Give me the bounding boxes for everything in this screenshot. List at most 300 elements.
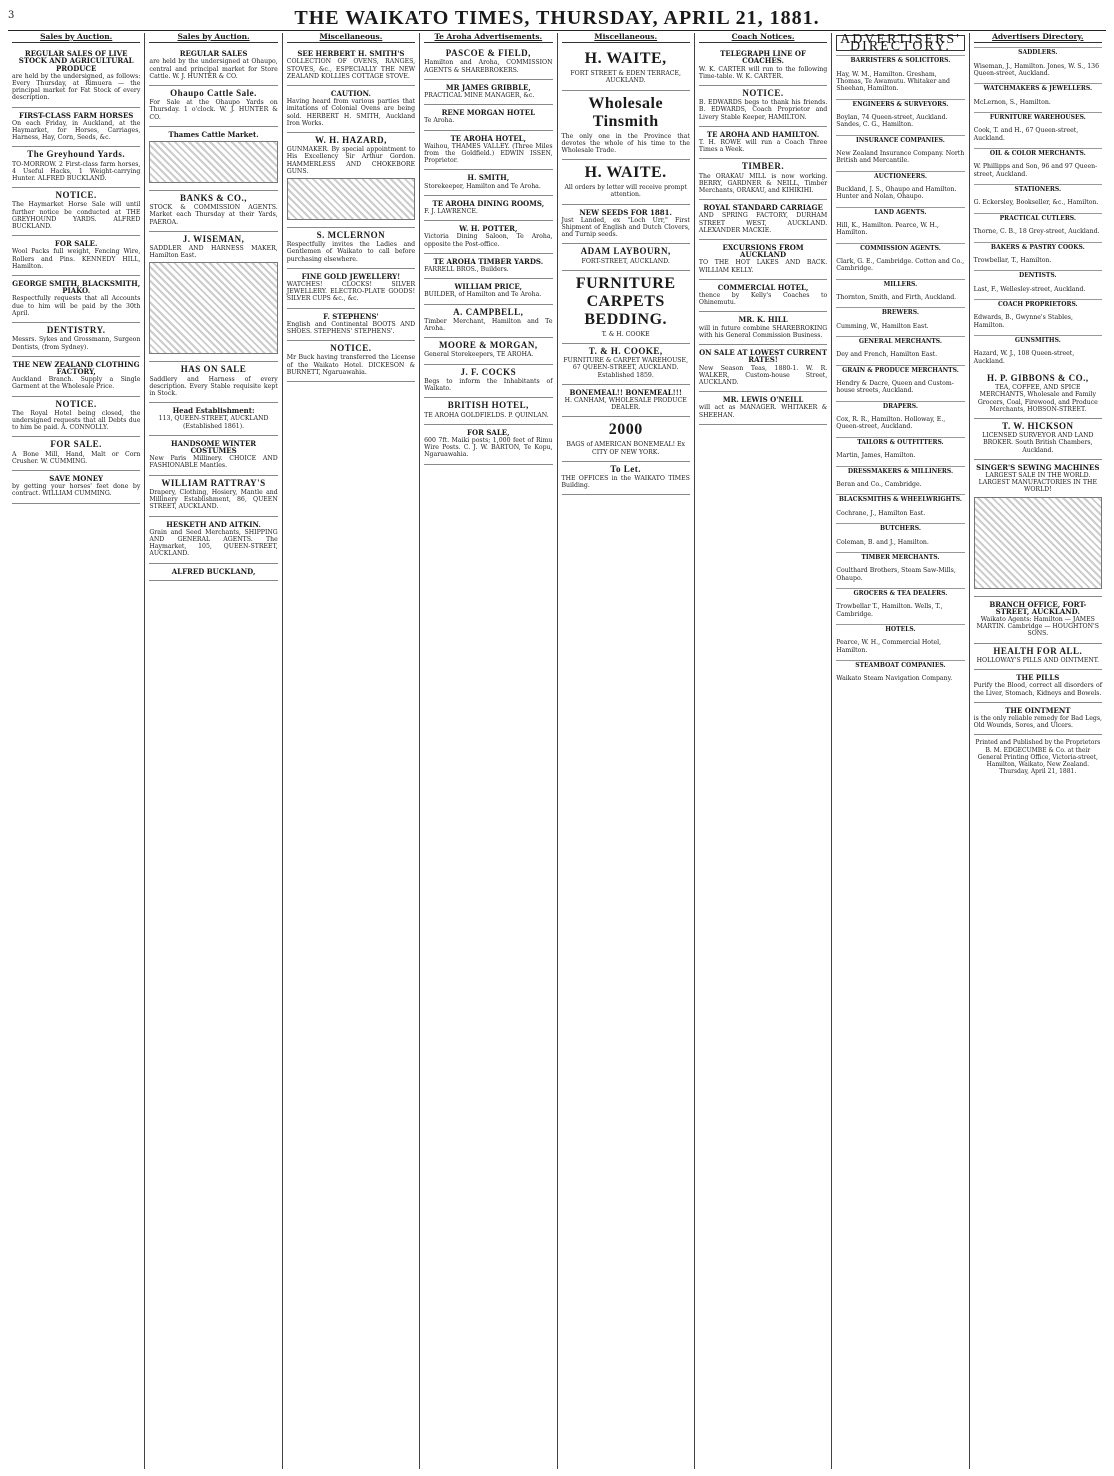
- advertisement: [424, 46, 552, 80]
- ad-title: MR. K. HILL: [738, 315, 788, 325]
- ad-body: SADDLER AND HARNESS MAKER, Hamilton East.: [149, 245, 278, 260]
- ad-body: TO-MORROW. 2 First-class farm horses, 4 Useful Hacks, 1 Weight-carrying Hunter. ALFRED BUCKLAND.: [12, 160, 141, 183]
- ad-title: HESKETH AND AITKIN.: [166, 519, 261, 529]
- advertisement: [12, 147, 140, 188]
- category-entries: Trowbellar, T., Hamilton.: [973, 256, 1052, 264]
- page-number: 3: [8, 10, 15, 21]
- ad-body: HOLLOWAY'S PILLS AND OINTMENT.: [976, 656, 1099, 664]
- ad-body: Auckland Branch. Supply a Single Garment at the Wholesale Price.: [12, 376, 141, 391]
- ad-title: COMMERCIAL HOTEL,: [717, 282, 809, 292]
- directory-category: [974, 299, 1102, 329]
- column-te-aroha: [420, 33, 557, 1469]
- category-entries: Edwards, B., Gwynne's Stables, Hamilton.: [973, 314, 1073, 329]
- column-coach-notices: [695, 33, 832, 1469]
- directory-category: [836, 207, 964, 237]
- ad-body: Waikato Agents: Hamilton — JAMES MARTIN. Cambridge — HOUGHTON'S SONS.: [976, 616, 1099, 638]
- advertisement: [12, 357, 140, 397]
- advertisement: [424, 170, 552, 195]
- ad-body: by getting your horses' feet done by contract. WILLIAM CUMMING.: [12, 483, 141, 498]
- ad-body: Te Aroha.: [424, 117, 455, 125]
- category-entries: Thorne, C. B., 18 Grey-street, Auckland.: [973, 228, 1100, 236]
- advertisement: [149, 86, 277, 127]
- advertisement: [287, 309, 415, 342]
- ad-body: Purify the Blood, correct all disorders of the Liver, Stomach, Kidneys and Bowels.: [973, 682, 1102, 697]
- directory-category: [974, 213, 1102, 236]
- advertisement: [12, 323, 140, 357]
- category-title: PRACTICAL CUTLERS.: [974, 213, 1102, 222]
- directory-category: [836, 307, 964, 330]
- advertisement: [12, 46, 140, 107]
- advertisement: [562, 205, 690, 245]
- category-title: SADDLERS.: [974, 47, 1102, 56]
- advertisement: [424, 279, 552, 304]
- directory-category: [836, 552, 964, 582]
- advertisement: [424, 254, 552, 279]
- category-title: COMMISSION AGENTS.: [836, 243, 964, 252]
- ad-body: GUNMAKER. By special appointment to His Excellency Sir Arthur Gordon. HAMMERLESS AND CHOKEBORE GUNS.: [286, 146, 416, 175]
- ad-title: Head Establishment:: [172, 406, 255, 416]
- ad-title: T. W. HICKSON: [1002, 421, 1074, 432]
- ad-body: A Bone Mill, Hand, Malt or Corn Crusher. W. CUMMING.: [12, 450, 141, 465]
- directory-category: [836, 336, 964, 359]
- ad-body: Storekeeper, Hamilton and Te Aroha.: [424, 182, 541, 190]
- category-entries: Coleman, B. and J., Hamilton.: [836, 538, 929, 546]
- category-title: TAILORS & OUTFITTERS.: [836, 437, 964, 446]
- ad-title: PASCOE & FIELD,: [445, 48, 531, 59]
- directory-category: [836, 466, 964, 489]
- ad-title: The Greyhound Yards.: [27, 149, 126, 160]
- advertisement: [12, 397, 140, 438]
- ad-title: REGULAR SALES OF LIVE STOCK AND AGRICULTURAL PRODUCE: [18, 49, 134, 73]
- advertisement: [424, 196, 552, 221]
- column-heading: Sales by Auction.: [12, 33, 140, 43]
- advertisement: [562, 344, 690, 385]
- ad-body: W. K. CARTER will run to the following Time-table. W. K. CARTER.: [698, 65, 828, 80]
- category-entries: Trowbellar T., Hamilton. Wells, T., Cambridge.: [836, 603, 943, 618]
- ad-body: THE OFFICES in the WAIKATO TIMES Building.: [561, 475, 690, 490]
- category-entries: Wiseman, J., Hamilton. Jones, W. S., 136 Queen-street, Auckland.: [973, 62, 1100, 77]
- ad-title: TELEGRAPH LINE OF COACHES.: [720, 49, 806, 66]
- ad-body: New Season Teas, 1880-1. W. R. WALKER, Custom-house Street, AUCKLAND.: [698, 364, 828, 386]
- category-title: BUTCHERS.: [836, 523, 964, 532]
- category-title: INSURANCE COMPANIES.: [836, 135, 964, 144]
- ad-title: TE AROHA AND HAMILTON.: [706, 129, 820, 139]
- advertisement: [699, 345, 827, 392]
- advertisement: [974, 703, 1102, 736]
- ad-title: SAVE MONEY: [49, 473, 104, 483]
- category-entries: Clark, G. E., Cambridge. Cotton and Co., Cambridge.: [836, 257, 965, 273]
- advertisement: [149, 564, 277, 581]
- advertisement: [12, 108, 140, 148]
- ad-body: All orders by letter will receive prompt attention.: [564, 184, 687, 199]
- ad-title: ON SALE AT LOWEST CURRENT RATES!: [699, 348, 828, 365]
- ad-title: Thames Cattle Market.: [168, 129, 259, 139]
- ad-body: T. H. ROWE will run a Coach Three Times a Week.: [698, 139, 828, 154]
- advertisement: [974, 597, 1102, 644]
- ad-body: LARGEST SALE IN THE WORLD. LARGEST MANUFACTORIES IN THE WORLD!: [978, 472, 1097, 494]
- directory-category: [974, 242, 1102, 265]
- ad-body: T. & H. COOKE: [601, 330, 650, 338]
- advertisement: [699, 127, 827, 160]
- ad-title: HANDSOME WINTER COSTUMES: [171, 438, 257, 456]
- advertisement: [562, 271, 690, 344]
- ad-body: New Paris Millinery. CHOICE AND FASHIONABLE Mantles.: [149, 455, 278, 470]
- advertisement: [12, 236, 140, 276]
- ad-title: DENTISTRY.: [46, 325, 106, 336]
- category-title: MILLERS.: [836, 279, 964, 288]
- advertisement: [424, 338, 552, 364]
- ad-title: RENE MORGAN HOTEL: [441, 108, 536, 118]
- advertisement: [149, 191, 277, 232]
- advertisement: [562, 462, 690, 496]
- ad-title: H. WAITE,: [584, 50, 667, 68]
- ad-title: MR JAMES GRIBBLE,: [445, 82, 531, 92]
- advertisement: [287, 46, 415, 86]
- masthead: [8, 6, 1106, 31]
- advertisement: [424, 365, 552, 399]
- advertisement: [562, 244, 690, 270]
- ad-body: TO THE HOT LAKES AND BACK. WILLIAM KELLY.: [698, 259, 828, 274]
- advertisement: [424, 425, 552, 465]
- advertisement: [149, 403, 277, 436]
- category-entries: Pearce, W. H., Commercial Hotel, Hamilton.: [836, 639, 942, 654]
- category-entries: Thornton, Smith, and Firth, Auckland.: [836, 293, 957, 301]
- ad-title: NOTICE.: [55, 190, 97, 201]
- column-advertisers-directory-2: [970, 33, 1106, 1469]
- ad-title: THE NEW ZEALAND CLOTHING FACTORY,: [12, 359, 140, 376]
- column-heading: Coach Notices.: [699, 33, 827, 43]
- category-entries: Dey and French, Hamilton East.: [836, 351, 938, 359]
- advertisement: [149, 517, 277, 564]
- ad-title: HEALTH FOR ALL.: [993, 645, 1083, 656]
- ad-body: Victoria Dining Saloon, Te Aroha, opposite the Post-office.: [424, 233, 553, 248]
- ad-body: Hamilton and Aroha, COMMISSION AGENTS & SHAREBROKERS.: [424, 59, 553, 74]
- ad-body: Just Landed, ex "Loch Urr," First Shipment of English and Dutch Clovers, and Turnip seeds.: [561, 216, 690, 239]
- ad-title: NEW SEEDS FOR 1881.: [579, 207, 672, 217]
- category-title: BREWERS.: [836, 307, 964, 316]
- advertisement: [424, 221, 552, 254]
- column-heading: Miscellaneous.: [562, 33, 690, 43]
- ad-title: HAS ON SALE: [180, 364, 247, 375]
- advertisement: [149, 46, 277, 86]
- ad-body: is the only reliable remedy for Bad Legs, Old Wounds, Sores, and Ulcers.: [973, 714, 1102, 730]
- ad-body: Timber Merchant, Hamilton and Te Aroha.: [424, 317, 553, 333]
- category-title: GRAIN & PRODUCE MERCHANTS.: [836, 365, 964, 374]
- category-entries: Cox, R. R., Hamilton. Holloway, E., Queen-street, Auckland.: [836, 416, 946, 431]
- ad-title: SEE HERBERT H. SMITH'S: [297, 49, 405, 59]
- category-title: BLACKSMITHS & WHEELWRIGHTS.: [836, 494, 964, 503]
- ad-title: TIMBER.: [741, 161, 785, 172]
- newspaper-title: THE WAIKATO TIMES, THURSDAY, APRIL 21, 1881.: [294, 6, 820, 29]
- directory-category: [836, 494, 964, 517]
- column-heading: Te Aroha Advertisements.: [424, 33, 552, 43]
- ad-title: TE AROHA HOTEL,: [450, 133, 527, 143]
- category-title: WATCHMAKERS & JEWELLERS.: [974, 83, 1102, 92]
- ad-title: BRITISH HOTEL,: [447, 400, 529, 411]
- column-heading: Miscellaneous.: [287, 33, 415, 43]
- ad-body: Grain and Seed Merchants, SHIPPING AND GENERAL AGENTS. The Haymarket, 105, QUEEN-STREET, AUCKLAND.: [149, 528, 278, 558]
- advertisement: [287, 86, 415, 133]
- ad-body: For Sale at the Ohaupo Yards on Thursday. 1 o'clock. W. J. HUNTER & CO.: [149, 99, 278, 121]
- ad-body: Begs to inform the Inhabitants of Waikato.: [424, 377, 553, 393]
- ad-body: Drapery, Clothing, Hosiery, Mantle and Millinery Establishment, 86, QUEEN STREET, AUCKLAND.: [149, 488, 278, 511]
- category-title: AUCTIONEERS.: [836, 171, 964, 180]
- ad-body: The Haymarket Horse Sale will until further notice be conducted at THE GREYHOUND YARDS. ALFRED BUCKLAND.: [12, 201, 141, 231]
- ad-title: 2000: [608, 421, 643, 439]
- directory-category: [974, 184, 1102, 207]
- ad-title: BANKS & CO.,: [180, 193, 248, 204]
- directory-heading: ADVERTISERS' DIRECTORY.: [836, 35, 964, 51]
- advertisement: [149, 127, 277, 191]
- directory-category: [836, 365, 964, 395]
- advertisement: [424, 80, 552, 105]
- category-entries: New Zealand Insurance Company. North British and Mercantile.: [836, 149, 965, 165]
- category-entries: Last, F., Wellesley-street, Auckland.: [973, 285, 1086, 293]
- category-entries: Waikato Steam Navigation Company.: [836, 675, 953, 683]
- ad-title: NOTICE.: [55, 398, 97, 409]
- ad-title: J. F. COCKS: [460, 366, 517, 377]
- ad-title: WILLIAM PRICE,: [454, 282, 523, 292]
- category-entries: Coulthard Brothers, Steam Saw-Mills, Ohaupo.: [836, 567, 956, 582]
- ad-title: W. H. POTTER,: [459, 224, 518, 234]
- directory-category: [836, 243, 964, 273]
- directory-category: [974, 83, 1102, 106]
- ad-title: FURNITURE CARPETS BEDDING.: [575, 274, 676, 328]
- ad-body: FURNITURE & CARPET WAREHOUSE, 67 QUEEN-STREET, AUCKLAND. Established 1859.: [563, 357, 689, 379]
- ad-body: BAGS of AMERICAN BONEMEAL! Ex CITY OF NEW YORK.: [566, 441, 686, 456]
- ad-title: SINGER'S SEWING MACHINES: [976, 462, 1100, 472]
- category-title: GUNSMITHS.: [974, 335, 1102, 344]
- category-entries: Hendry & Dacre, Queen and Custom-house streets, Auckland.: [836, 380, 954, 395]
- advertisement: [12, 437, 140, 471]
- ad-title: THE OINTMENT: [1005, 705, 1071, 715]
- ad-body: 600 7ft. Maiki posts; 1,000 feet of Rimu Wire Posts. C. J. W. BARTON, Te Kopu, Ngaruawahia.: [424, 436, 553, 459]
- category-entries: Cochrane, J., Hamilton East.: [836, 509, 926, 517]
- advertisement: [699, 312, 827, 345]
- ad-title: REGULAR SALES: [179, 49, 248, 59]
- advertisement: [12, 188, 140, 236]
- column-sales-auction-2: [145, 33, 282, 1469]
- ad-body: Messrs. Sykes and Grossmann, Surgeon Dentists, (from Sydney).: [12, 336, 141, 351]
- ad-title: H. P. GIBBONS & CO.,: [986, 373, 1089, 384]
- ad-body: TEA, COFFEE, AND SPICE MERCHANTS, Wholesale and Family Grocers, Coal, Firewood, and Produce Merchants, HOBSON-STREET.: [977, 384, 1098, 413]
- directory-category: [836, 55, 964, 92]
- ad-title: TE AROHA TIMBER YARDS.: [433, 256, 544, 266]
- advertisement: [974, 644, 1102, 670]
- category-entries: Buckland, J. S., Ohaupo and Hamilton. Hunter and Nolan, Ohaupo.: [836, 185, 957, 201]
- ad-title: ALFRED BUCKLAND,: [171, 566, 256, 576]
- advertisement: [424, 305, 552, 339]
- directory-category: [836, 523, 964, 546]
- category-title: DRAPERS.: [836, 401, 964, 410]
- ad-title: NOTICE.: [330, 343, 372, 354]
- ad-title: CAUTION.: [330, 89, 371, 99]
- category-entries: Beran and Co., Cambridge.: [836, 481, 922, 488]
- ad-title: J. WISEMAN,: [182, 233, 245, 244]
- ad-body: F. J. LAWRENCE.: [424, 208, 478, 216]
- advertisement: [974, 419, 1102, 460]
- ad-body: General Storekeepers, TE AROHA.: [424, 351, 534, 359]
- ad-body: FARRELL BROS., Builders.: [424, 266, 509, 274]
- ad-title: FIRST-CLASS FARM HORSES: [19, 110, 134, 120]
- ad-title: WILLIAM RATTRAY'S: [161, 477, 266, 488]
- directory-category: [974, 270, 1102, 293]
- ad-body: TE AROHA GOLDFIELDS. P. QUINLAN.: [424, 411, 549, 419]
- ad-body: STOCK & COMMISSION AGENTS. Market each Thursday at their Yards, PAEROA.: [149, 204, 278, 226]
- ad-body: thence by Kelly's Coaches to Ohinemutu.: [698, 292, 828, 307]
- ad-body: The ORAKAU MILL is now working. BERRY, GARDNER & NEILL, Timber Merchants, ORAKAU, and KIHIKIHI.: [698, 172, 828, 195]
- advertisement: [562, 385, 690, 418]
- category-entries: Boylan, 74 Queen-street, Auckland. Sandes, C. G., Hamilton.: [836, 113, 948, 129]
- ad-body: COLLECTION OF OVENS, RANGES, STOVES, &c., ESPECIALLY THE NEW ZEALAND KOLLIES COTTAGE STOVE.: [286, 58, 416, 80]
- directory-category: [836, 660, 964, 683]
- advertisement: [562, 46, 690, 90]
- ad-body: BUILDER, of Hamilton and Te Aroha.: [424, 291, 542, 299]
- ad-title: MOORE & MORGAN,: [438, 340, 538, 351]
- category-entries: Martin, James, Hamilton.: [836, 452, 916, 460]
- advertisement: [287, 269, 415, 309]
- advertisement: [974, 371, 1102, 419]
- ad-body: Having heard from various parties that imitations of Colonial Ovens are being sold. HERBERT H. SMITH, Auckland Iron Works.: [286, 98, 416, 127]
- ad-title: S. MCLERNON: [316, 230, 386, 241]
- category-entries: W. Phillipps and Son, 96 and 97 Queen-street, Auckland.: [973, 163, 1098, 178]
- ad-title: H. WAITE.: [584, 164, 667, 182]
- advertisement: [12, 471, 140, 504]
- advertisement: [699, 280, 827, 313]
- ad-body: are held by the undersigned, as follows: Every Thursday, at Rimuera — the principal market for Fat Stock of every description.: [12, 72, 141, 102]
- advertisement: [699, 46, 827, 86]
- ad-title: THE PILLS: [1016, 673, 1060, 683]
- ad-title: T. & H. COOKE,: [588, 346, 663, 357]
- ad-body: AND SPRING FACTORY, DURHAM STREET WEST, AUCKLAND. ALEXANDER MACKIE.: [698, 212, 828, 234]
- advertisement: [699, 240, 827, 280]
- bull-illustration: [149, 141, 277, 183]
- ad-title: Wholesale Tinsmith: [588, 94, 664, 130]
- ad-title: BRANCH OFFICE, FORT-STREET, AUCKLAND.: [989, 599, 1087, 616]
- columns: [8, 33, 1106, 1469]
- directory-category: [836, 279, 964, 302]
- category-title: FURNITURE WAREHOUSES.: [974, 112, 1102, 121]
- ad-title: MR. LEWIS O'NEILL: [722, 395, 804, 405]
- category-entries: Hill, K., Hamilton. Pearce, W. H., Hamilton.: [836, 221, 939, 237]
- ad-title: BONEMEAL!! BONEMEAL!!!: [569, 387, 682, 397]
- column-heading: Advertisers Directory.: [974, 33, 1102, 43]
- ad-body: LICENSED SURVEYOR AND LAND BROKER. South British Chambers, Auckland.: [982, 432, 1094, 454]
- directory-category: [836, 624, 964, 654]
- category-title: STEAMBOAT COMPANIES.: [836, 660, 964, 669]
- directory-category: [836, 401, 964, 431]
- advertisement: [12, 276, 140, 323]
- category-title: GROCERS & TEA DEALERS.: [836, 588, 964, 597]
- category-title: HOTELS.: [836, 624, 964, 633]
- imprint-footer: Printed and Published by the Proprietors B. M. EDGECUMBE & Co. at their General Printing Office, Victoria-street, Hamilton, Waikato, New Zealand. Thursday, April 21, 1881.: [975, 739, 1101, 776]
- advertisement: [287, 133, 415, 228]
- ad-title: FOR SALE,: [467, 427, 510, 437]
- advertisement: [562, 160, 690, 204]
- ad-title: A. CAMPBELL,: [453, 306, 524, 317]
- ad-body: Saddlery and Harness of every description. Every Stable requisite kept in Stock.: [149, 375, 278, 398]
- advertisement: [424, 131, 552, 171]
- ad-body: FORT-STREET, AUCKLAND.: [581, 257, 670, 265]
- ad-title: ROYAL STANDARD CARRIAGE: [703, 203, 823, 213]
- ad-title: H. SMITH,: [467, 173, 510, 183]
- category-title: DRESSMAKERS & MILLINERS.: [836, 466, 964, 475]
- ad-title: F. STEPHENS': [323, 311, 379, 321]
- ad-body: Mr Buck having transferred the License of the Waikato Hotel. DICKESON & BURNETT, Ngaruawahia.: [286, 354, 416, 376]
- ad-title: NOTICE.: [742, 88, 784, 99]
- advertisement: [699, 200, 827, 240]
- advertisement: [287, 341, 415, 382]
- ad-body: 113, QUEEN-STREET, AUCKLAND (Established 1861).: [158, 415, 269, 430]
- directory-category: [974, 112, 1102, 142]
- directory-category: [836, 171, 964, 201]
- ad-title: To Let.: [610, 463, 642, 474]
- category-title: BARRISTERS & SOLICITORS.: [836, 55, 964, 64]
- advertisement: [149, 436, 277, 476]
- category-entries: Cook, T. and H., 67 Queen-street, Auckland.: [973, 127, 1079, 142]
- category-title: BAKERS & PASTRY COOKS.: [974, 242, 1102, 251]
- advertisement: [149, 362, 277, 403]
- category-entries: Hay, W. M., Hamilton. Gresham, Thomas, Te Awamutu. Whitaker and Sheehan, Hamilton.: [836, 70, 950, 93]
- ad-body: The only one in the Province that devotes the whole of his time to the Wholesale Trade.: [561, 132, 690, 155]
- category-title: COACH PROPRIETORS.: [974, 299, 1102, 308]
- directory-category: [836, 588, 964, 618]
- category-entries: Hazard, W. J., 108 Queen-street, Auckland.: [973, 350, 1075, 365]
- advertisement: [424, 398, 552, 424]
- advertisement: [562, 417, 690, 461]
- category-title: OIL & COLOR MERCHANTS.: [974, 148, 1102, 157]
- ad-body: Waihou, THAMES VALLEY. (Three Miles from the Goldfield.) EDWIN ISSEN, Proprietor.: [424, 142, 553, 165]
- category-title: DENTISTS.: [974, 270, 1102, 279]
- advertisement: [562, 91, 690, 161]
- ad-body: will act as MANAGER. WHITAKER & SHEEHAN.: [698, 404, 828, 419]
- ad-body: H. CANHAM, WHOLESALE PRODUCE DEALER.: [564, 397, 687, 412]
- category-title: ENGINEERS & SURVEYORS.: [836, 99, 964, 108]
- ad-title: W. H. HAZARD,: [314, 135, 387, 146]
- column-miscellaneous-2: [558, 33, 695, 1469]
- ad-title: FINE GOLD JEWELLERY!: [301, 271, 401, 281]
- advertisement: [424, 105, 552, 130]
- ad-body: English and Continental BOOTS AND SHOES. STEPHENS' STEPHENS'.: [286, 320, 416, 336]
- advertisement: [287, 228, 415, 269]
- category-entries: Cumming, W., Hamilton East.: [836, 322, 929, 330]
- gun-illustration: [287, 178, 415, 220]
- ad-title: GEORGE SMITH, BLACKSMITH, PIAKO.: [12, 279, 141, 296]
- directory-category: [836, 437, 964, 460]
- ad-body: Wool Packs full weight, Fencing Wire, Rollers and Pins. KENNEDY HILL, Hamilton.: [12, 248, 141, 270]
- ad-title: Ohaupo Cattle Sale.: [170, 88, 257, 99]
- ad-body: Respectfully invites the Ladies and Gentlemen of Waikato to call before purchasing elsewhere.: [286, 241, 416, 263]
- directory-category: [836, 99, 964, 129]
- ad-title: FOR SALE.: [50, 439, 102, 450]
- ad-body: Respectfully requests that all Accounts due to him will be paid by the 30th April.: [12, 295, 141, 317]
- advertisement: [974, 670, 1102, 703]
- ad-body: The Royal Hotel being closed, the undersigned requests that all Debts due to him be paid. A. CONNOLLY.: [12, 409, 141, 432]
- directory-category: [836, 135, 964, 165]
- column-sales-auction-1: [8, 33, 145, 1469]
- advertisement: [699, 86, 827, 127]
- directory-category: [974, 148, 1102, 178]
- ad-body: WATCHES! CLOCKS! SILVER JEWELLERY. ELECTRO-PLATE GOODS! SILVER CUPS &c., &c.: [286, 281, 416, 303]
- category-title: STATIONERS.: [974, 184, 1102, 193]
- advertisement: [699, 392, 827, 425]
- category-title: TIMBER MERCHANTS.: [836, 552, 964, 561]
- advertisement: [699, 159, 827, 200]
- ad-body: On each Friday, in Auckland, at the Haymarket, for Horses, Carriages, Harness, Hay, Corn, Seeds, &c.: [12, 119, 141, 142]
- column-heading: Sales by Auction.: [149, 33, 277, 43]
- advertisement: [974, 460, 1102, 597]
- ad-body: will in future combine SHAREBROKING with his General Commission Business.: [698, 324, 828, 339]
